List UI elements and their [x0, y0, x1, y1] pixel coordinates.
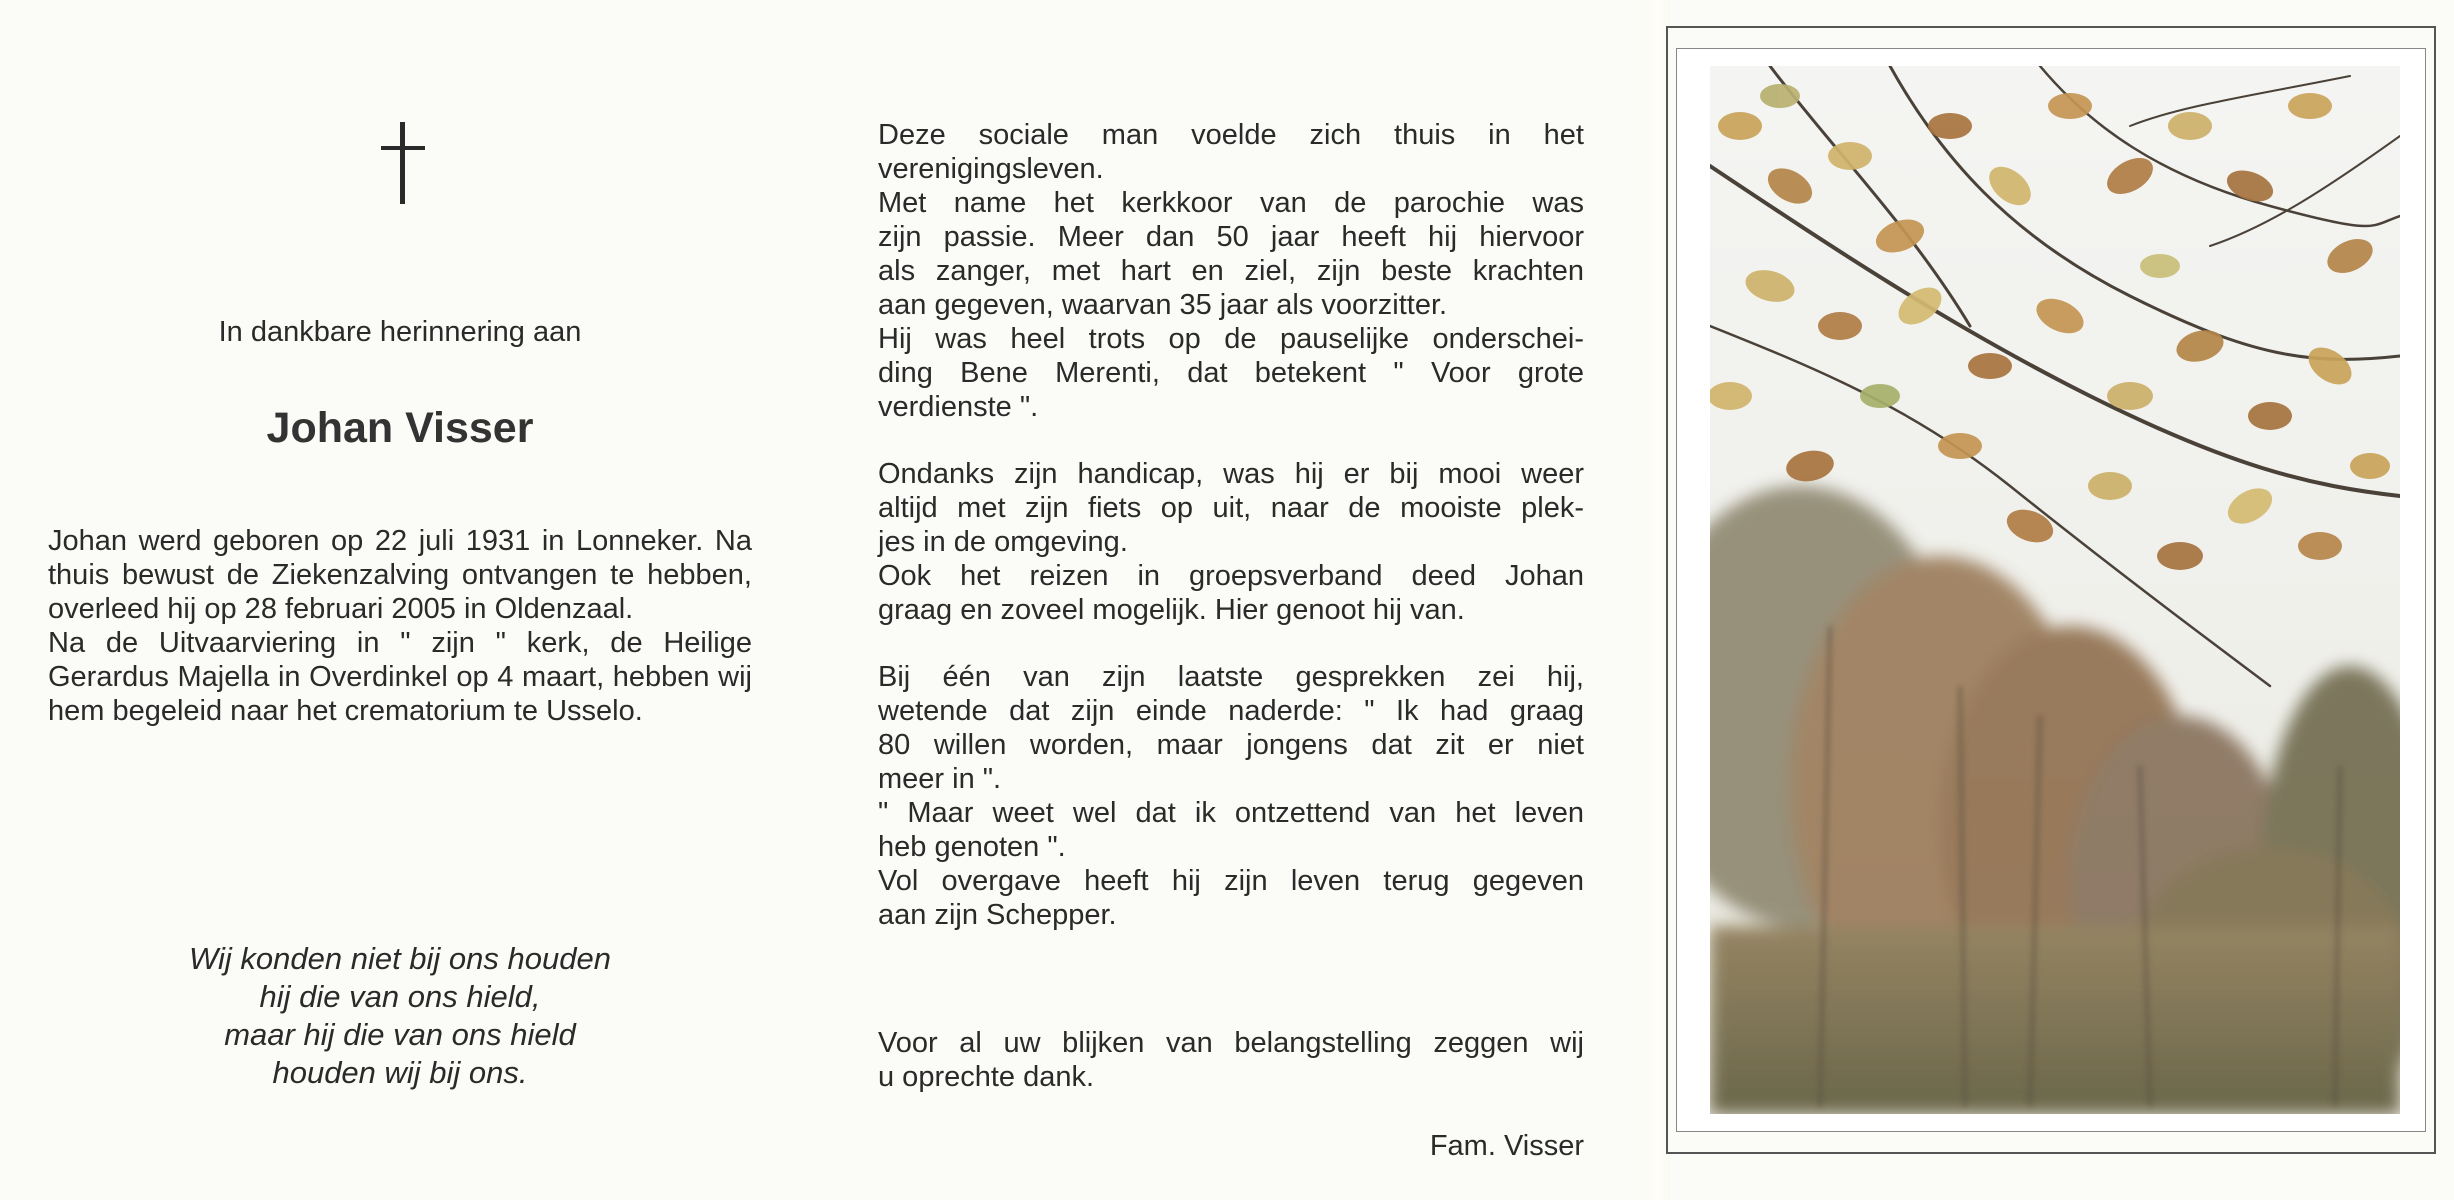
story-line: ding Bene Merenti, dat betekent " Voor grote	[878, 357, 1584, 389]
thanks-note	[878, 1026, 1584, 1094]
intro-text: In dankbare herinnering aan	[218, 316, 582, 348]
story-line: Ondanks zijn handicap, was hij er bij mooi weer	[878, 458, 1584, 490]
autumn-tree-image	[1710, 66, 2400, 1114]
story-line: graag en zoveel mogelijk. Hier genoot hij van.	[878, 594, 1465, 626]
story-line: verenigingsleven.	[878, 153, 1104, 185]
poem-line: maar hij die van ons hield	[224, 1017, 576, 1052]
thanks-line: u oprechte dank.	[878, 1061, 1095, 1093]
story-line: als zanger, met hart en ziel, zijn beste krachten	[878, 255, 1584, 287]
cross-icon	[381, 122, 425, 204]
poem-line: Wij konden niet bij ons houden	[189, 941, 611, 976]
life-story	[878, 118, 1584, 932]
story-line: jes in de omgeving.	[878, 526, 1128, 558]
story-line: wetende dat zijn einde naderde: " Ik had graag	[878, 695, 1584, 727]
story-line: Ook het reizen in groepsverband deed Johan	[878, 560, 1584, 592]
bio-paragraph: Na de Uitvaarviering in " zijn " kerk, de Heilige Gerardus Majella in Overdinkel op 4 maart, hebben wij hem begeleid naar het crematorium te Usselo.	[48, 627, 752, 727]
story-line: Vol overgave heeft hij zijn leven terug gegeven	[878, 865, 1584, 897]
story-line: Hij was heel trots op de pauselijke onderschei-	[878, 323, 1584, 355]
thanks-line: Voor al uw blijken van belangstelling zeggen wij	[878, 1027, 1584, 1059]
story-line: zijn passie. Meer dan 50 jaar heeft hij hiervoor	[878, 221, 1584, 253]
story-line: aan zijn Schepper.	[878, 899, 1117, 931]
poem	[100, 940, 700, 1092]
poem-line: houden wij bij ons.	[272, 1055, 528, 1090]
left-panel	[0, 0, 800, 1200]
story-line: heb genoten ".	[878, 831, 1066, 863]
story-line: Bij één van zijn laatste gesprekken zei hij,	[878, 661, 1584, 693]
signature: Fam. Visser	[1429, 1130, 1584, 1162]
poem-line: hij die van ons hield,	[259, 979, 541, 1014]
story-line: verdienste ".	[878, 391, 1039, 423]
story-line: meer in ".	[878, 763, 1002, 795]
story-line: Deze sociale man voelde zich thuis in het	[878, 119, 1584, 151]
autumn-tree-photo	[1710, 66, 2400, 1114]
deceased-name: Johan Visser	[266, 404, 534, 452]
story-line: 80 willen worden, maar jongens dat zit er niet	[878, 729, 1584, 761]
story-line: aan gegeven, waarvan 35 jaar als voorzitter.	[878, 289, 1448, 321]
bio-paragraph: Johan werd geboren op 22 juli 1931 in Lonneker. Na thuis bewust de Ziekenzalving ontvangen te hebben, overleed hij op 28 februari 2005 in Oldenzaal.	[48, 525, 752, 625]
story-line: altijd met zijn fiets op uit, naar de mooiste plek-	[878, 492, 1584, 524]
story-line: Met name het kerkkoor van de parochie was	[878, 187, 1584, 219]
biography	[48, 524, 752, 728]
story-line: " Maar weet wel dat ik ontzettend van het leven	[878, 797, 1584, 829]
